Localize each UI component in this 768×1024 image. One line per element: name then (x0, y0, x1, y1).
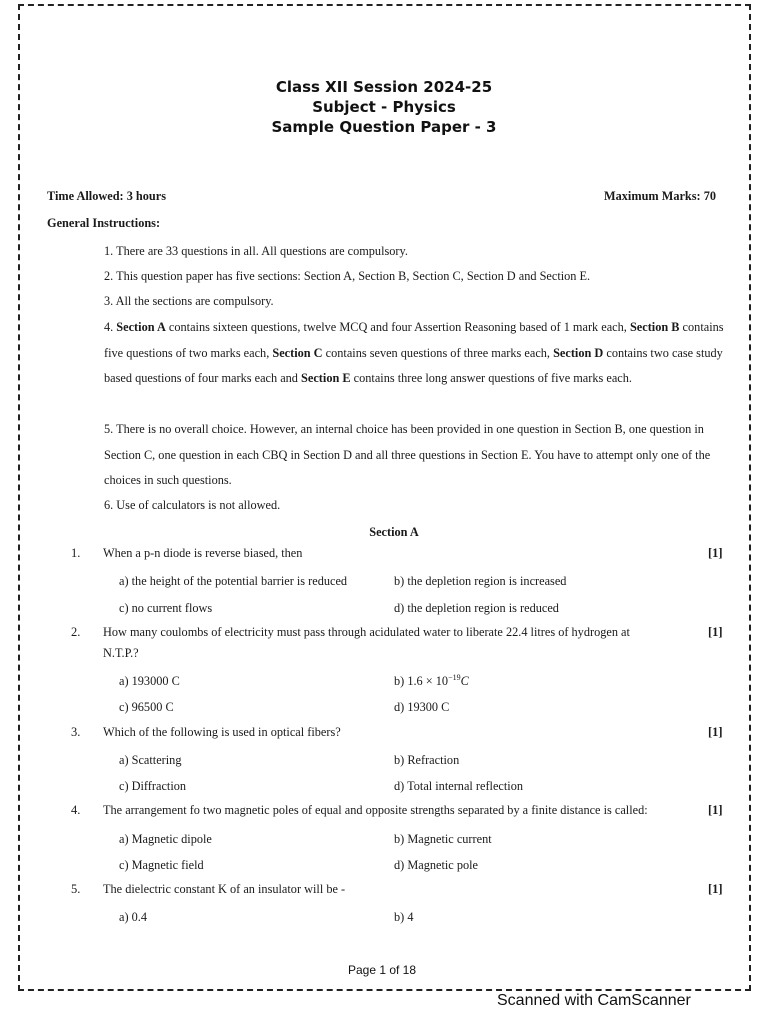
instruction-4-section-d: Section D (553, 345, 604, 360)
question-5-number: 5. (71, 882, 81, 896)
instruction-4-text-b: contains five questions of two marks each, (104, 320, 724, 360)
instruction-4-section-e: Section E (301, 371, 351, 386)
question-2-marks: [1] (708, 625, 723, 639)
question-3-option-c: c) Diffraction (119, 779, 187, 793)
question-2-option-c: c) 96500 C (119, 700, 174, 714)
question-4-option-c: c) Magnetic field (119, 858, 204, 872)
page-number: Page 1 of 18 (347, 963, 417, 977)
question-1-option-a: a) the height of the potential barrier is reduced (119, 574, 348, 588)
section-a-title: Section A (369, 525, 419, 539)
instruction-1: 1. There are 33 questions in all. All questions are compulsory. (104, 244, 408, 258)
question-4-option-a: a) Magnetic dipole (119, 832, 212, 846)
question-2-option-a: a) 193000 C (119, 674, 180, 688)
question-2-number: 2. (71, 625, 81, 639)
question-5-option-a: a) 0.4 (119, 910, 147, 924)
question-1-text: When a p-n diode is reverse biased, then (103, 546, 303, 560)
question-2-text: How many coulombs of electricity must pass through acidulated water to liberate 22.4 litres of hydrogen at (103, 625, 630, 639)
instruction-2: 2. This question paper has five sections: Section A, Section B, Section C, Section D and Section E. (104, 269, 591, 283)
question-1-marks: [1] (708, 546, 723, 560)
question-1-option-d: d) the depletion region is reduced (394, 601, 559, 615)
question-3-text: Which of the following is used in optical fibers? (103, 725, 341, 739)
question-4-marks: [1] (708, 803, 723, 817)
question-2-option-b-base: b) 1.6 × 10 (394, 674, 449, 689)
instruction-4-section-a: Section A (116, 320, 166, 334)
instruction-4-section-c: Section C (272, 345, 323, 360)
question-5-text: The dielectric constant K of an insulator will be - (103, 882, 346, 896)
question-4-option-d: d) Magnetic pole (394, 858, 479, 872)
instruction-4-number: 4. (104, 320, 117, 334)
question-3-option-b: b) Refraction (394, 753, 460, 767)
question-1-option-c: c) no current flows (119, 601, 213, 615)
question-3-marks: [1] (708, 725, 723, 739)
time-allowed: Time Allowed: 3 hours (47, 189, 166, 203)
instruction-3: 3. All the sections are compulsory. (104, 294, 274, 308)
question-4-option-b: b) Magnetic current (394, 832, 492, 846)
question-3-option-d: d) Total internal reflection (394, 779, 524, 793)
instruction-5: 5. There is no overall choice. However, an internal choice has been provided in one question in Section B, one question in Section C, one question in each CBQ in Section D and all three questions in Section E. You have to attempt only one of the choices in such questions. (104, 422, 711, 488)
instruction-4-text-d: contains two case study based questions of four marks each and (104, 345, 723, 386)
question-5-marks: [1] (708, 882, 723, 896)
question-5-option-b: b) 4 (394, 910, 414, 924)
question-4-number: 4. (71, 803, 81, 817)
question-2-option-d: d) 19300 C (394, 700, 450, 714)
question-1-number: 1. (71, 546, 81, 560)
instruction-4-text-e: contains three long answer questions of five marks each. (350, 371, 632, 386)
question-2-option-b-unit: C (460, 674, 469, 689)
header-paper-title: Sample Question Paper - 3 (271, 118, 497, 136)
question-4-text: The arrangement fo two magnetic poles of equal and opposite strengths separated by a finite distance is called: (103, 803, 648, 817)
question-1-option-b: b) the depletion region is increased (394, 574, 567, 588)
camscanner-watermark: Scanned with CamScanner (497, 992, 691, 1009)
question-2-text-continued: N.T.P.? (103, 646, 139, 660)
instruction-4-text-a: contains sixteen questions, twelve MCQ and four Assertion Reasoning based of 1 mark each, (165, 320, 630, 334)
question-2-option-b (394, 673, 469, 689)
question-3-number: 3. (71, 725, 81, 739)
question-2-option-b-exponent: −19 (448, 673, 461, 682)
question-3-option-a: a) Scattering (119, 753, 182, 767)
instruction-6: 6. Use of calculators is not allowed. (104, 498, 281, 512)
instruction-4-section-b: Section B (629, 320, 680, 334)
general-instructions-heading: General Instructions: (47, 216, 161, 230)
header-subject: Subject - Physics (312, 98, 456, 116)
maximum-marks: Maximum Marks: 70 (604, 189, 717, 203)
instruction-4 (104, 315, 726, 392)
header-class-session: Class XII Session 2024-25 (275, 78, 493, 96)
instruction-4-text-c: contains seven questions of three marks each, (322, 345, 554, 360)
